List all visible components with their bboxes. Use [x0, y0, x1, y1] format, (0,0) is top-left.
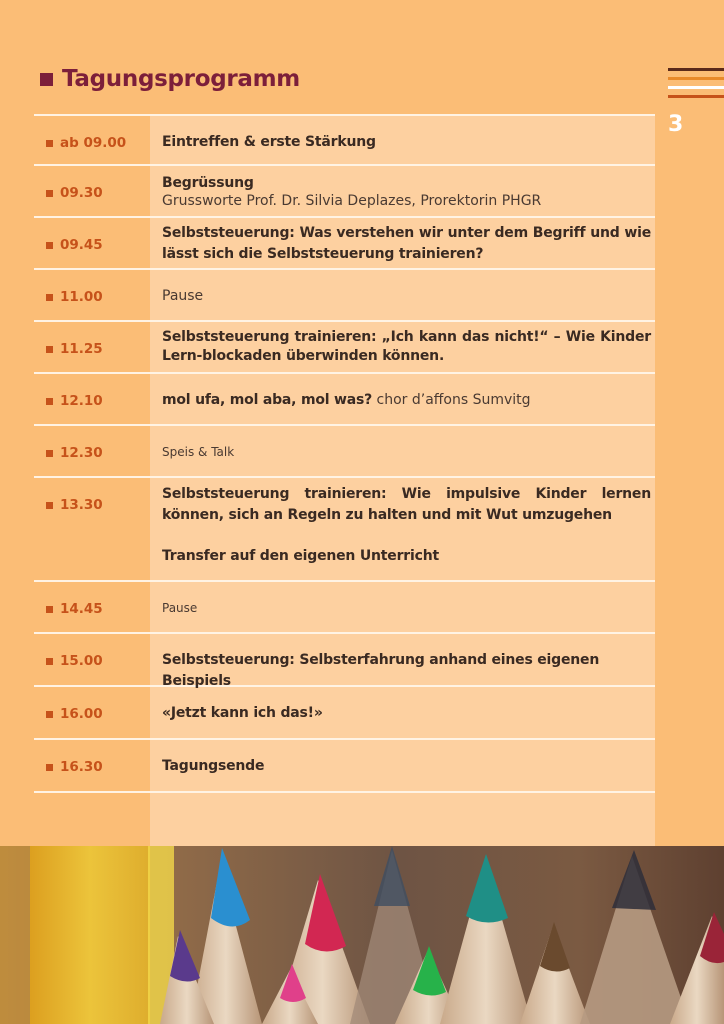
- schedule-entry: mol ufa, mol aba, mol was? chor d’affons Sumvitg: [162, 392, 531, 408]
- schedule-time: 09.45: [46, 237, 103, 253]
- schedule-row: [34, 322, 655, 374]
- bullet-icon: [46, 346, 53, 353]
- schedule-entry: Selbststeuerung trainieren: „Ich kann das nicht!“ – Wie Kinder Lern-blockaden überwinden können.: [162, 329, 651, 364]
- schedule-entry: Selbststeuerung: Selbsterfahrung anhand eines eigenen Beispiels: [162, 652, 600, 689]
- bullet-icon: [46, 140, 53, 147]
- decor-stripe: [668, 77, 724, 80]
- decor-stripe: [668, 95, 724, 98]
- bullet-icon: [46, 450, 53, 457]
- schedule-row: [34, 166, 655, 218]
- schedule-time: 15.00: [46, 653, 103, 669]
- schedule-table: [34, 114, 655, 793]
- decor-stripe: [668, 68, 724, 71]
- page-number: 3: [668, 112, 684, 137]
- schedule-entry: Begrüssung Grussworte Prof. Dr. Silvia Deplazes, Prorektorin PHGR: [162, 175, 542, 209]
- schedule-entry: Pause: [162, 601, 198, 615]
- bullet-icon: [46, 190, 53, 197]
- schedule-time: 11.00: [46, 289, 103, 305]
- schedule-entry: Speis & Talk: [162, 445, 235, 459]
- schedule-row: [34, 582, 655, 634]
- schedule-entry: Selbststeuerung trainieren: Wie impulsive Kinder lernen können, sich an Regeln zu halten und mit Wut umzugehen Transfer auf den eigenen Unterricht: [162, 486, 651, 564]
- schedule-entry: Selbststeuerung: Was verstehen wir unter dem Begriff und wie lässt sich die Selbststeuerung trainieren?: [162, 225, 651, 262]
- schedule-row: [34, 478, 655, 582]
- schedule-row: [34, 218, 655, 270]
- page-title: [40, 62, 300, 96]
- bullet-icon: [46, 242, 53, 249]
- schedule-time: 11.25: [46, 341, 103, 357]
- bullet-icon: [46, 294, 53, 301]
- page-title-text: Tagungsprogramm: [62, 66, 300, 92]
- bullet-icon: [46, 606, 53, 613]
- decor-stripe: [668, 86, 724, 89]
- schedule-row: [34, 687, 655, 740]
- schedule-row: [34, 634, 655, 687]
- schedule-row: [34, 426, 655, 478]
- bullet-icon: [46, 398, 53, 405]
- colored-pencils-image: [0, 846, 724, 1024]
- schedule-row: [34, 114, 655, 166]
- schedule-time: 12.10: [46, 393, 103, 409]
- schedule-entry: Tagungsende: [162, 758, 265, 774]
- schedule-time: 12.30: [46, 445, 103, 461]
- schedule-time: 14.45: [46, 601, 103, 617]
- schedule-row: [34, 270, 655, 322]
- schedule-time: 09.30: [46, 185, 103, 201]
- schedule-row: [34, 374, 655, 426]
- schedule-row: [34, 740, 655, 793]
- schedule-entry: Eintreffen & erste Stärkung: [162, 134, 376, 150]
- bullet-icon: [46, 711, 53, 718]
- bullet-icon: [46, 764, 53, 771]
- bullet-icon: [46, 658, 53, 665]
- colored-pencils-photo: [0, 846, 724, 1024]
- schedule-time: 16.30: [46, 759, 103, 775]
- schedule-entry: Pause: [162, 288, 204, 304]
- schedule-time: ab 09.00: [46, 135, 126, 151]
- schedule-time: 16.00: [46, 706, 103, 722]
- schedule-entry: «Jetzt kann ich das!»: [162, 705, 323, 721]
- bullet-icon: [46, 502, 53, 509]
- title-bullet-icon: [40, 73, 53, 86]
- schedule-time: 13.30: [46, 497, 103, 513]
